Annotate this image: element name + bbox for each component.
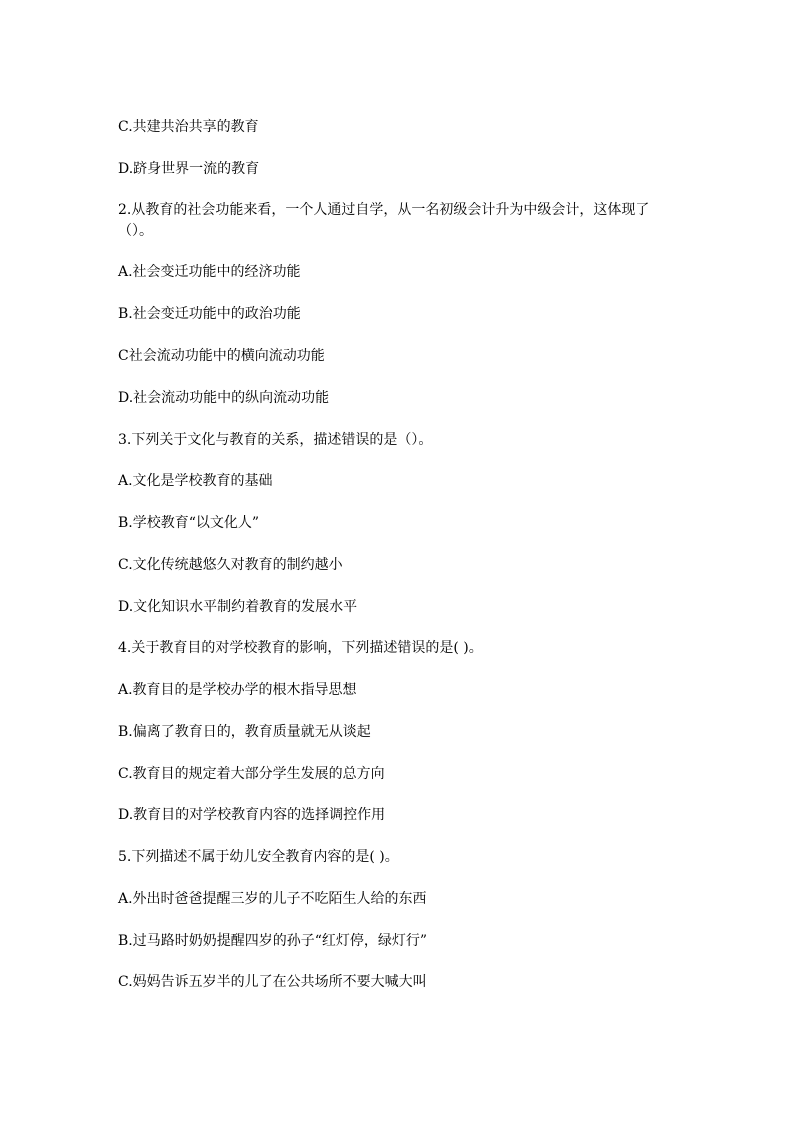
q3-option-a: A.文化是学校教育的基础 [118, 473, 273, 489]
q2-option-b: B.社会变迁功能中的政治功能 [118, 306, 301, 322]
q2-option-d: D.社会流动功能中的纵向流动功能 [118, 390, 330, 406]
q5-option-b: B.过马路时奶奶提醒四岁的孙子“红灯停，绿灯行” [118, 933, 428, 949]
q2-stem: 2.从教育的社会功能来看，一个人通过自学，从一名初级会计升为中级会计，这体现了（）。 [118, 202, 650, 239]
q4-stem: 4.关于教育目的对学校教育的影响，下列描述错误的是( )。 [118, 640, 483, 656]
q2-option-c: C社会流动功能中的横向流动功能 [118, 348, 325, 364]
q3-option-b: B.学校教育“以文化人” [118, 515, 260, 531]
q3-option-d: D.文化知识水平制约着教育的发展水平 [118, 599, 358, 615]
q2-option-a: A.社会变迁功能中的经济功能 [118, 264, 301, 280]
q5-option-c: C.妈妈告诉五岁半的儿了在公共场所不要大喊大叫 [118, 974, 427, 990]
q3-option-c: C.文化传统越悠久对教育的制约越小 [118, 557, 343, 573]
q5-option-a: A.外出时爸爸提醒三岁的儿子不吃陌生人给的东西 [118, 891, 427, 907]
q5-stem: 5.下列描述不属于幼儿安全教育内容的是( )。 [118, 849, 399, 865]
q1-option-c: C.共建共治共享的教育 [118, 119, 259, 135]
q4-option-a: A.教育目的是学校办学的根木指导思想 [118, 682, 357, 698]
q1-option-d: D.跻身世界一流的教育 [118, 161, 260, 177]
q4-option-b: B.偏离了教育日的，教育质量就无从谈起 [118, 724, 371, 740]
q4-option-d: D.教育目的对学校教育内容的选择调控作用 [118, 807, 386, 823]
q4-option-c: C.教育目的规定着大部分学生发展的总方向 [118, 766, 385, 782]
q3-stem: 3.下列关于文化与教育的关系，描述错误的是（）。 [118, 432, 433, 448]
